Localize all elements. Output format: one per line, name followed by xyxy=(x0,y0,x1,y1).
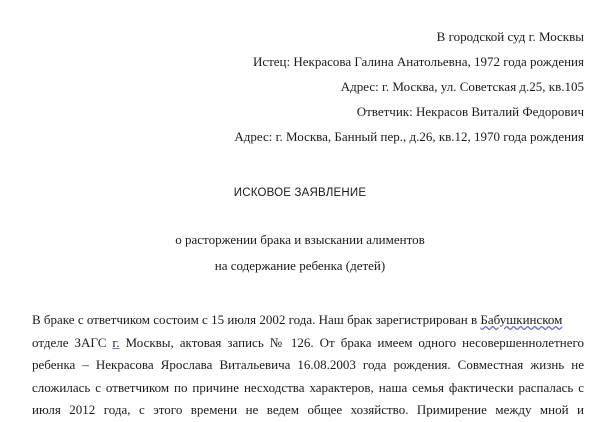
header-plaintiff-line: Истец: Некрасова Галина Анатольевна, 1972 года рождения xyxy=(252,54,584,69)
document-body xyxy=(32,309,584,422)
body-line-1 xyxy=(32,309,584,332)
body-line-2 xyxy=(32,332,584,355)
document-subtitle-line-2: на содержание ребенка (детей) xyxy=(214,258,386,273)
body-line-2-text-b: Москвы, актовая запись № 126. От брака имеем одного несовершеннолетнего xyxy=(119,334,584,350)
header-defendant-line: Ответчик: Некрасов Виталий Федорович xyxy=(356,104,584,119)
spellcheck-underlined-word: Бабушкинском xyxy=(480,312,563,327)
document-title: ИСКОВОЕ ЗАЯВЛЕНИЕ xyxy=(233,187,367,199)
header-court-line: В городской суд г. Москвы xyxy=(436,29,584,44)
underlined-abbreviation: г. xyxy=(112,334,120,350)
document-header xyxy=(234,28,584,153)
body-line-1-text: В браке с ответчиком состоим с 15 июля 2002 года. Наш брак зарегистрирован в xyxy=(32,312,481,327)
document-subtitle-line-1: о расторжении брака и взыскании алиментов xyxy=(175,232,425,247)
header-plaintiff-address-line: Адрес: г. Москва, ул. Советская д.25, кв.105 xyxy=(340,79,584,94)
body-line-3: ребенка – Некрасова Ярослава Витальевича 16.08.2003 года рождения. Совместная жизнь не xyxy=(32,357,584,372)
header-defendant-address-line: Адрес: г. Москва, Банный пер., д.26, кв.12, 1970 года рождения xyxy=(234,129,584,144)
body-line-5: июля 2012 года, с этого времени не ведем общее хозяйство. Примирение между мной и xyxy=(32,402,584,417)
body-line-4: сложилась с ответчиком по причине несходства характеров, наша семья фактически распалась с xyxy=(32,379,584,395)
body-line-2-text-a: отделе ЗАГС xyxy=(32,334,113,350)
